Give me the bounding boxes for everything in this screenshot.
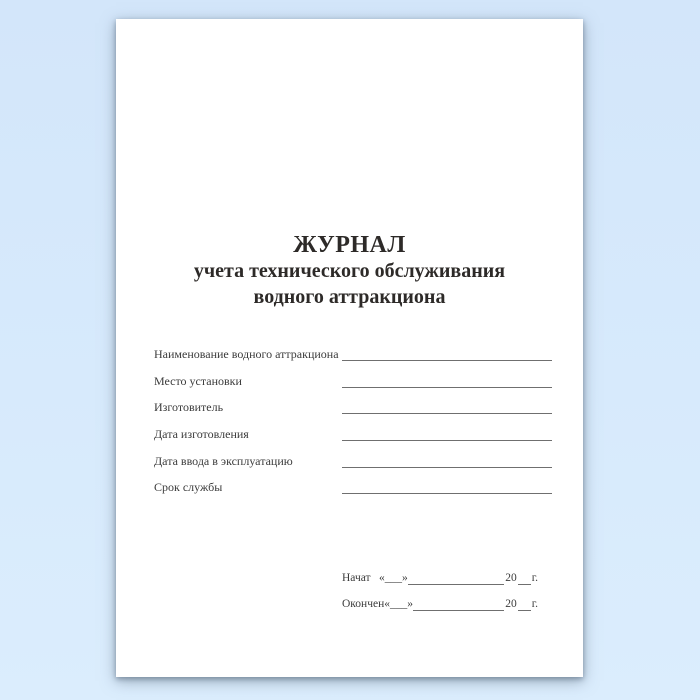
day-blank: «___» [379,572,408,584]
month-blank-line [413,599,504,611]
year-prefix: 20 [505,572,517,584]
day-blank: «___» [384,598,414,610]
blank-line [342,348,552,361]
blank-line [342,428,552,441]
field-row-attraction-name [154,347,552,361]
journal-subtitle-line2: водного аттракциона [253,286,446,308]
field-label: Дата изготовления [154,427,249,442]
year-suffix: г. [531,598,538,610]
field-row-commissioning-date [154,454,552,468]
journal-subtitle-line1: учета технического обслуживания [193,260,506,282]
year-blank-line [518,573,531,585]
field-row-installation-place [154,374,552,388]
field-label: Дата ввода в эксплуатацию [154,453,293,468]
blank-line [342,375,552,388]
field-row-manufacturer [154,400,552,414]
blank-line [342,481,552,494]
month-blank-line [408,573,504,585]
blank-line [342,455,552,468]
year-prefix: 20 [505,598,517,610]
title-block [116,232,583,310]
journal-title: ЖУРНАЛ [293,232,406,258]
start-date-row [342,572,538,585]
end-date-label: Окончен [342,598,385,610]
field-label: Место установки [154,373,242,388]
blank-line [342,401,552,414]
year-suffix: г. [531,572,538,584]
field-row-manufacture-date [154,427,552,441]
start-date-label: Начат [342,572,371,584]
end-date-row [342,598,538,611]
cover-fields [154,347,552,507]
field-row-service-life [154,480,552,494]
field-label: Наименование водного аттракциона [154,347,339,361]
start-end-dates-block [342,572,538,624]
field-label: Срок службы [154,480,223,495]
journal-cover-page [116,19,583,677]
year-blank-line [518,599,531,611]
field-label: Изготовитель [154,400,224,415]
